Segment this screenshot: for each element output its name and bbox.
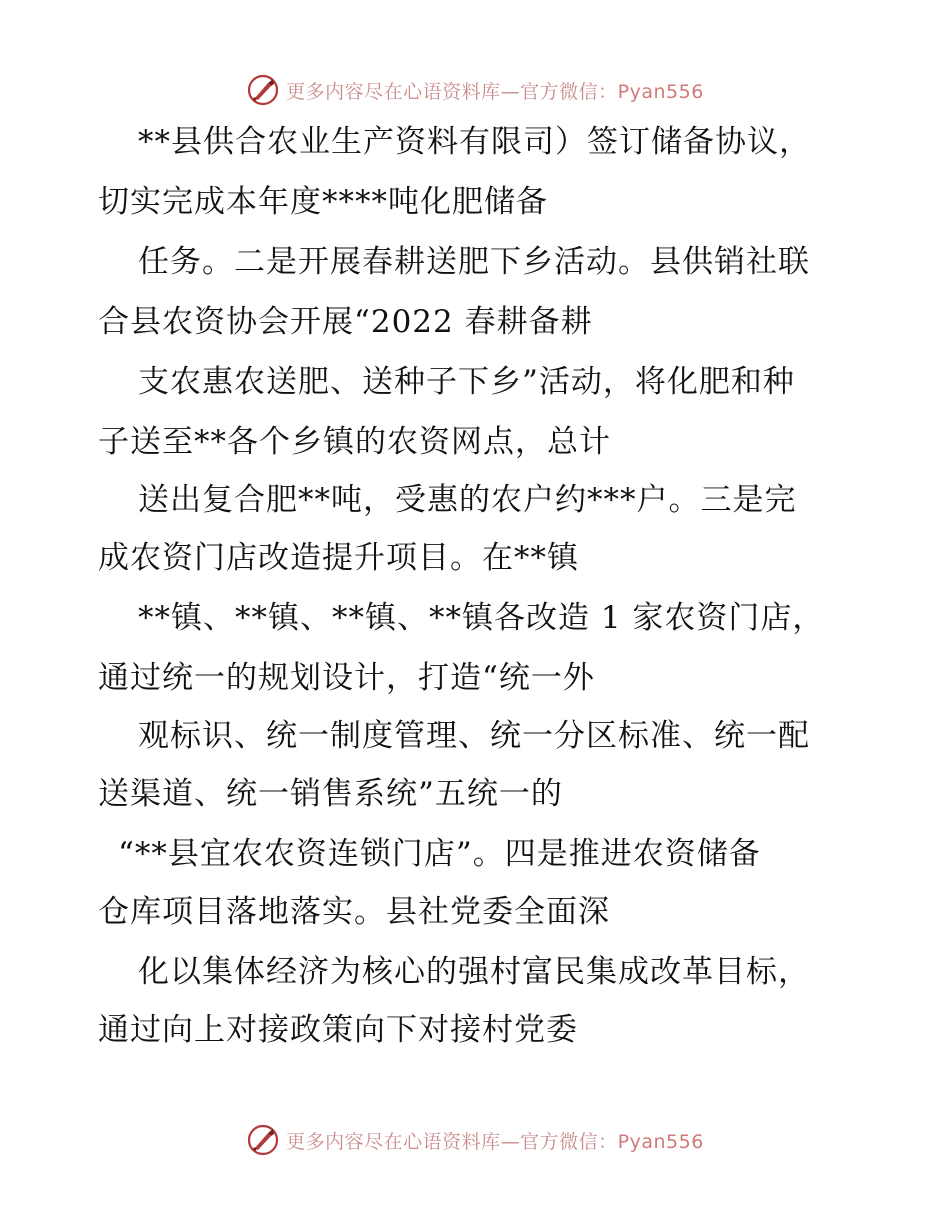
text-line: “**县宜农农资连锁门店”。四是推进农资储备 (118, 836, 761, 872)
text-line: 支农惠农送肥、送种子下乡”活动，将化肥和种 (138, 364, 795, 400)
text-line: 子送至**各个乡镇的农资网点，总计 (98, 424, 611, 460)
text-line: 化以集体经济为核心的强村富民集成改革目标， (138, 954, 810, 990)
watermark-wechat-id: Pyan556 (617, 80, 704, 103)
text-line: 成农资门店改造提升项目。在**镇 (98, 540, 579, 576)
watermark-label: 更多内容尽在心语资料库—官方微信： (286, 80, 618, 103)
text-line: 送出复合肥**吨，受惠的农户约***户。三是完 (138, 482, 797, 518)
text-line: 合县农资协会开展“2022 春耕备耕 (98, 304, 593, 340)
text-line: 观标识、统一制度管理、统一分区标准、统一配 (138, 718, 810, 754)
quill-pen-logo-icon (246, 73, 280, 107)
footer-watermark (0, 1120, 950, 1160)
watermark-text (286, 77, 704, 104)
text-line: **县供合农业生产资料有限司）签订储备协议， (138, 124, 811, 160)
header-watermark (0, 70, 950, 110)
watermark-label: 更多内容尽在心语资料库—官方微信： (286, 1130, 618, 1153)
text-line: 仓库项目落地落实。县社党委全面深 (98, 894, 610, 930)
text-line: 通过统一的规划设计，打造“统一外 (98, 660, 595, 696)
watermark-wechat-id: Pyan556 (617, 1130, 704, 1153)
watermark-text (286, 1127, 704, 1154)
quill-pen-logo-icon (246, 1123, 280, 1157)
text-line: 送渠道、统一销售系统”五统一的 (98, 776, 563, 812)
text-line: 通过向上对接政策向下对接村党委 (98, 1012, 578, 1048)
text-line: **镇、**镇、**镇、**镇各改造 1 家农资门店， (138, 600, 825, 636)
text-line: 切实完成本年度****吨化肥储备 (98, 184, 548, 220)
text-line: 任务。二是开展春耕送肥下乡活动。县供销社联 (138, 244, 810, 280)
